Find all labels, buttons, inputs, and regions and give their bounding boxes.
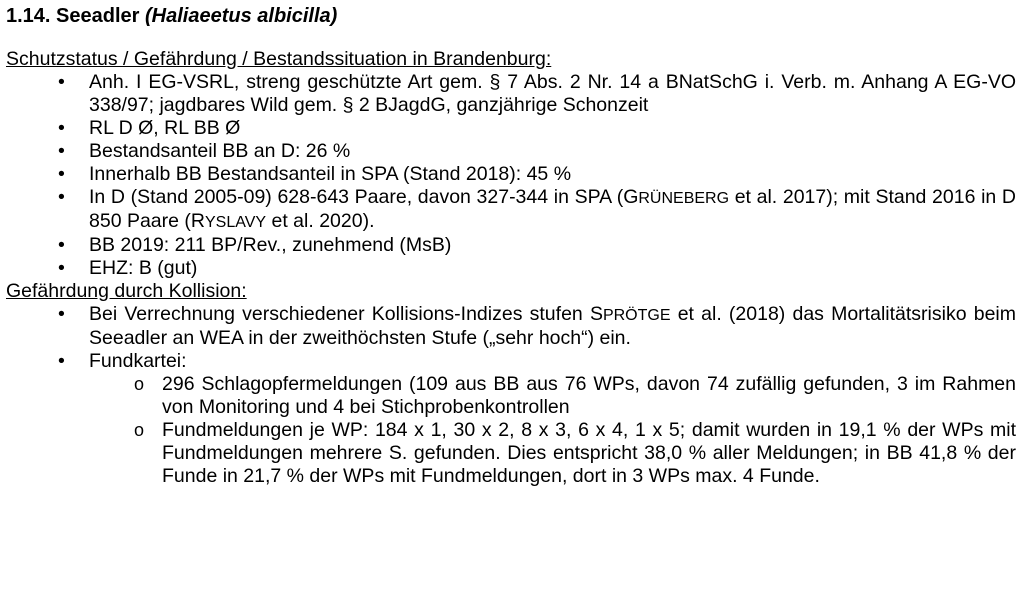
list-item: • BB 2019: 211 BP/Rev., zunehmend (MsB) [58,234,452,256]
bullet-icon: • [58,117,65,139]
bullet-icon: • [58,303,65,325]
bullet-icon: • [58,71,65,93]
list-item: • Bei Verrechnung verschiedener Kollisions-Indizes stufen SPRÖTGE et al. (2018) das Mortalitätsrisiko beim Seeadler an WEA in der zweithöchsten Stufe („sehr hoch“) ein. [58,303,1016,349]
bullet-icon: • [58,163,65,185]
list-item: • Innerhalb BB Bestandsanteil in SPA (Stand 2018): 45 % [58,163,572,185]
fundkartei-sublist [89,373,1016,488]
list-item: • Anh. I EG-VSRL, streng geschützte Art gem. § 7 Abs. 2 Nr. 14 a BNatSchG i. Verb. m. Anhang A EG-VO 338/97; jagdbares Wild gem. § 2 BJagdG, ganzjährige Schonzeit [58,71,1016,116]
circle-bullet-icon: o [134,374,145,394]
list-item: • RL D Ø, RL BB Ø [58,117,241,139]
sublist-item: o Fundmeldungen je WP: 184 x 1, 30 x 2, 8 x 3, 6 x 4, 1 x 5; damit wurden in 19,1 % der WPs mit Fundmeldungen mehrere S. gefunden. Dies entspricht 38,0 % aller Meldungen; in BB 41,8 % der Funde in 21,7 % der WPs mit Fundmeldungen, dort in 3 WPs max. 4 Funde. [134,419,1016,487]
kollision-list [6,303,1016,488]
author-name: RYSLAVY [190,210,267,232]
bullet-icon: • [58,257,65,279]
species-latin-name: (Haliaeetus albicilla) [145,5,338,27]
document-page [6,4,1016,488]
bullet-icon: • [58,186,65,208]
list-item: • EHZ: B (gut) [58,257,198,279]
author-name: SPRÖTGE [589,303,671,325]
author-name: GRÜNEBERG [623,186,730,208]
section-title-kollision: Gefährdung durch Kollision: [6,280,247,302]
species-name: Seeadler [56,5,140,27]
list-item: • Fundkartei: o 296 Schlagopfermeldungen (109 aus BB aus 76 WPs, davon 74 zufällig gefunden, 3 im Rahmen von Monitoring und 4 bei Stichprobenkontrollen o Fundmeldungen je WP: 184 x 1, 30 x 2, 8 x 3, 6 x 4, 1 x 5; damit wurden in 19,1 % der WPs mit Fundmeldungen mehrere S. gefunden. Dies entspricht 38,0 % aller Meldungen; in BB 41,8 % der Funde in 21,7 % der WPs mit Fundmeldungen, dort in 3 WPs max. 4 Funde. [6,350,1016,488]
circle-bullet-icon: o [134,420,145,440]
sublist-item: o 296 Schlagopfermeldungen (109 aus BB aus 76 WPs, davon 74 zufällig gefunden, 3 im Rahmen von Monitoring und 4 bei Stichprobenkontrollen [134,373,1016,418]
bullet-icon: • [58,350,65,372]
bullet-icon: • [58,234,65,256]
schutzstatus-list [6,71,1016,280]
section-number: 1.14. [6,5,51,27]
list-item: • In D (Stand 2005-09) 628-643 Paare, davon 327-344 in SPA (GRÜNEBERG et al. 2017); mit Stand 2016 in D 850 Paare (RYSLAVY et al. 2020). [58,186,1016,232]
list-item: • Bestandsanteil BB an D: 26 % [58,140,351,162]
page-title [6,4,1016,28]
bullet-icon: • [58,140,65,162]
section-title-schutzstatus: Schutzstatus / Gefährdung / Bestandssituation in Brandenburg: [6,48,552,70]
